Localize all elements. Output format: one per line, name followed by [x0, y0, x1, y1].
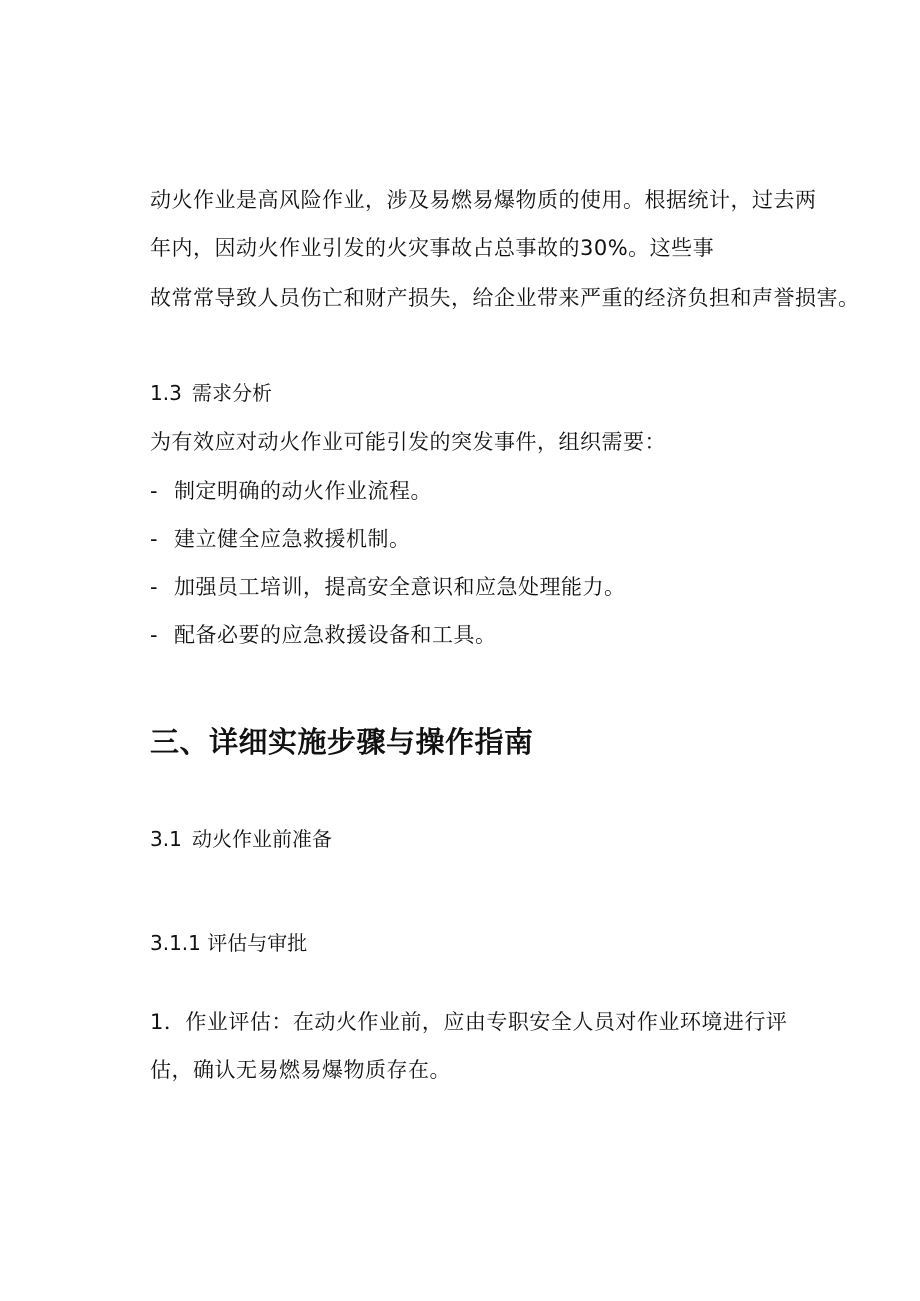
- list-dash: -: [150, 575, 159, 599]
- section-title: 动火作业前准备: [192, 827, 332, 851]
- section-number: 1.3: [150, 381, 182, 405]
- list-dash: -: [150, 527, 159, 551]
- list-item-text: 制定明确的动火作业流程。: [174, 479, 432, 503]
- item-1-line-2: 估，确认无易燃易爆物质存在。: [150, 1058, 451, 1082]
- list-dash: -: [150, 623, 159, 647]
- section-title: 需求分析: [192, 381, 272, 405]
- list-item: [150, 525, 411, 553]
- list-item-text: 加强员工培训，提高安全意识和应急处理能力。: [174, 575, 626, 599]
- list-item: [150, 573, 626, 601]
- section-1-3-lead: 为有效应对动火作业可能引发的突发事件，组织需要：: [150, 430, 666, 454]
- list-item: [150, 621, 497, 649]
- chapter-3-heading: 三、详细实施步骤与操作指南: [150, 725, 534, 759]
- section-1-3-heading: [150, 379, 272, 407]
- list-item: [150, 477, 432, 505]
- item-1-line-1: 1．作业评估：在动火作业前，应由专职安全人员对作业环境进行评: [150, 1010, 788, 1034]
- section-number: 3.1: [150, 827, 182, 851]
- section-3-1-heading: [150, 825, 332, 853]
- list-item-text: 建立健全应急救援机制。: [174, 527, 411, 551]
- intro-paragraph-line-2: 年内，因动火作业引发的火灾事故占总事故的30%。这些事: [150, 236, 715, 260]
- intro-paragraph-line-3: 故常常导致人员伤亡和财产损失，给企业带来严重的经济负担和声誉损害。: [150, 286, 860, 310]
- list-item-text: 配备必要的应急救援设备和工具。: [174, 623, 497, 647]
- section-3-1-1-heading: 3.1.1 评估与审批: [150, 931, 308, 955]
- list-dash: -: [150, 479, 159, 503]
- intro-paragraph-line-1: 动火作业是高风险作业，涉及易燃易爆物质的使用。根据统计，过去两: [150, 188, 817, 212]
